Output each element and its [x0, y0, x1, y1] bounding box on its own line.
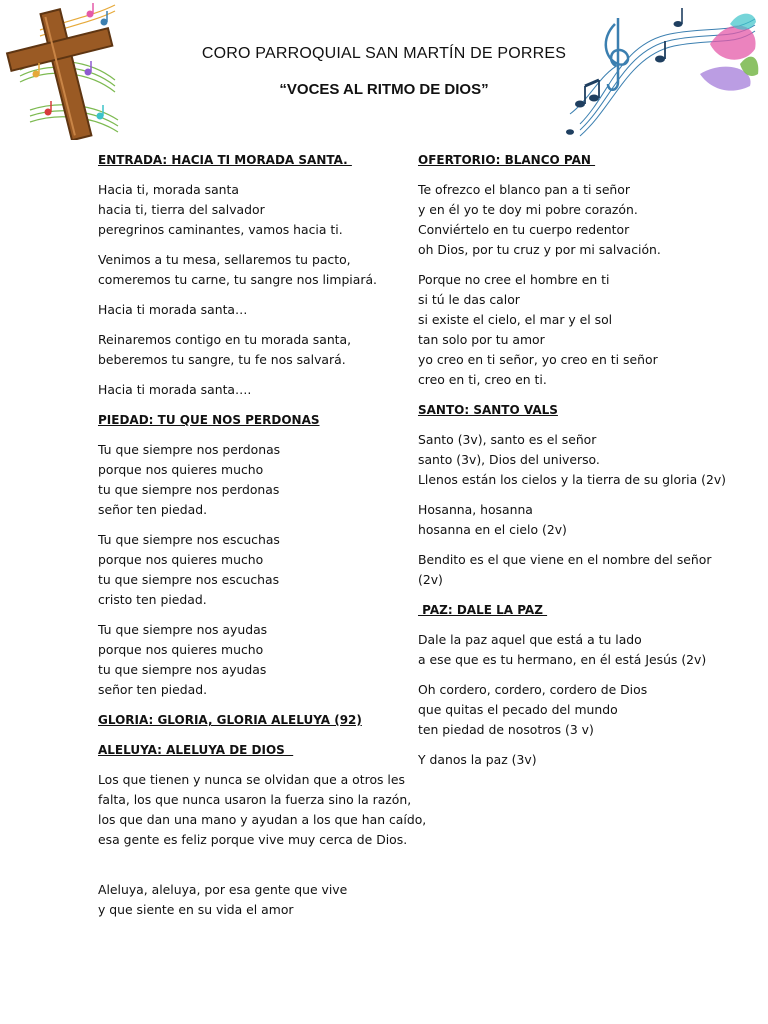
- lyric-line: Tu que siempre nos perdonas: [98, 442, 281, 457]
- section-aleluya: [98, 740, 427, 920]
- left-column: [98, 150, 427, 930]
- music-notes-swirl-icon: [560, 4, 760, 139]
- lyrics-paragraph: [418, 750, 718, 770]
- lyric-line: Porque no cree el hombre en ti: [418, 272, 610, 287]
- lyric-line: Bendito es el que viene en el nombre del señor: [418, 552, 712, 567]
- section-heading: GLORIA: GLORIA, GLORIA ALELUYA (92): [98, 713, 362, 727]
- lyric-line: Tu que siempre nos ayudas: [98, 622, 268, 637]
- cross-with-music-staff-icon: [0, 0, 130, 140]
- section-heading: PIEDAD: TU QUE NOS PERDONAS: [98, 413, 320, 427]
- section-heading: PAZ: DALE LA PAZ: [418, 603, 548, 617]
- lyric-line: Los que tienen y nunca se olvidan que a otros les: [98, 772, 405, 787]
- lyrics-paragraph: [98, 880, 408, 920]
- lyric-line: porque nos quieres mucho: [98, 462, 264, 477]
- lyric-line: tu que siempre nos perdonas: [98, 482, 280, 497]
- right-column: [418, 150, 727, 780]
- lyric-line: Y danos la paz (3v): [418, 752, 537, 767]
- lyrics-paragraph: [98, 380, 408, 400]
- lyric-line: si existe el cielo, el mar y el sol: [418, 312, 613, 327]
- section-gloria: [98, 710, 408, 730]
- lyrics-paragraph: [98, 440, 408, 520]
- lyric-line: Hacia ti, morada santa: [98, 182, 239, 197]
- lyric-line: señor ten piedad.: [98, 502, 208, 517]
- lyric-line: Venimos a tu mesa, sellaremos tu pacto,: [98, 252, 351, 267]
- lyric-line: Reinaremos contigo en tu morada santa,: [98, 332, 352, 347]
- section-paz: [418, 600, 718, 770]
- lyrics-paragraph: [418, 430, 727, 490]
- lyric-line: Santo (3v), santo es el señor: [418, 432, 597, 447]
- lyrics-paragraph: [98, 250, 408, 290]
- section-heading: SANTO: SANTO VALS: [418, 403, 558, 417]
- lyrics-paragraph: [98, 300, 408, 320]
- lyric-line: si tú le das calor: [418, 292, 520, 307]
- lyrics-paragraph: [418, 180, 718, 260]
- lyric-line: hacia ti, tierra del salvador: [98, 202, 265, 217]
- lyric-line: esa gente es feliz porque vive muy cerca de Dios.: [98, 832, 408, 847]
- lyric-line: santo (3v), Dios del universo.: [418, 452, 600, 467]
- lyric-line: Oh cordero, cordero, cordero de Dios: [418, 682, 648, 697]
- lyric-line: Tu que siempre nos escuchas: [98, 532, 280, 547]
- lyric-line: a ese que es tu hermano, en él está Jesús (2v): [418, 652, 707, 667]
- lyric-line: ten piedad de nosotros (3 v): [418, 722, 594, 737]
- choir-motto: “VOCES AL RITMO DE DIOS”: [279, 81, 489, 98]
- lyric-line: oh Dios, por tu cruz y por mi salvación.: [418, 242, 661, 257]
- section-heading: ENTRADA: HACIA TI MORADA SANTA.: [98, 153, 352, 167]
- lyrics-paragraph: [418, 500, 718, 540]
- lyrics-paragraph: [98, 180, 408, 240]
- lyric-line: porque nos quieres mucho: [98, 642, 264, 657]
- lyric-line: que quitas el pecado del mundo: [418, 702, 618, 717]
- lyric-line: Te ofrezco el blanco pan a ti señor: [418, 182, 630, 197]
- lyric-line: tu que siempre nos escuchas: [98, 572, 280, 587]
- lyric-line: cristo ten piedad.: [98, 592, 207, 607]
- lyric-line: Conviértelo en tu cuerpo redentor: [418, 222, 630, 237]
- section-heading: ALELUYA: ALELUYA DE DIOS: [98, 743, 294, 757]
- lyric-line: Hacia ti morada santa…: [98, 302, 248, 317]
- lyric-line: Dale la paz aquel que está a tu lado: [418, 632, 642, 647]
- lyrics-paragraph: [418, 630, 718, 670]
- blank-line: [98, 860, 408, 880]
- lyric-line: porque nos quieres mucho: [98, 552, 264, 567]
- lyric-line: comeremos tu carne, tu sangre nos limpiará.: [98, 272, 377, 287]
- section-santo: [418, 400, 727, 590]
- section-ofertorio: [418, 150, 718, 390]
- lyric-line: y que siente en su vida el amor: [98, 902, 294, 917]
- section-heading: OFERTORIO: BLANCO PAN: [418, 153, 596, 167]
- lyrics-paragraph: [418, 680, 718, 740]
- lyric-line: Llenos están los cielos y la tierra de su gloria (2v): [418, 472, 727, 487]
- lyric-line: y en él yo te doy mi pobre corazón.: [418, 202, 638, 217]
- lyrics-paragraph: [98, 530, 408, 610]
- section-entrada: [98, 150, 408, 400]
- lyrics-paragraph: [418, 550, 718, 590]
- lyric-line: los que dan una mano y ayudan a los que han caído,: [98, 812, 427, 827]
- lyrics-paragraph: [98, 620, 408, 700]
- lyric-line: beberemos tu sangre, tu fe nos salvará.: [98, 352, 346, 367]
- choir-name: CORO PARROQUIAL SAN MARTÍN DE PORRES: [201, 45, 567, 62]
- lyric-line: Aleluya, aleluya, por esa gente que vive: [98, 882, 348, 897]
- lyric-line: tu que siempre nos ayudas: [98, 662, 267, 677]
- lyrics-paragraph: [98, 330, 408, 370]
- lyric-line: hosanna en el cielo (2v): [418, 522, 567, 537]
- lyric-line: (2v): [418, 572, 443, 587]
- lyric-line: creo en ti, creo en ti.: [418, 372, 547, 387]
- lyric-line: Hosanna, hosanna: [418, 502, 533, 517]
- lyrics-paragraph: [418, 270, 718, 390]
- lyric-line: falta, los que nunca usaron la fuerza sino la razón,: [98, 792, 412, 807]
- lyric-line: Hacia ti morada santa….: [98, 382, 252, 397]
- lyric-line: tan solo por tu amor: [418, 332, 545, 347]
- section-piedad: [98, 410, 408, 700]
- lyric-line: yo creo en ti señor, yo creo en ti señor: [418, 352, 658, 367]
- lyrics-paragraph: [98, 770, 427, 850]
- lyric-line: señor ten piedad.: [98, 682, 208, 697]
- lyric-line: peregrinos caminantes, vamos hacia ti.: [98, 222, 343, 237]
